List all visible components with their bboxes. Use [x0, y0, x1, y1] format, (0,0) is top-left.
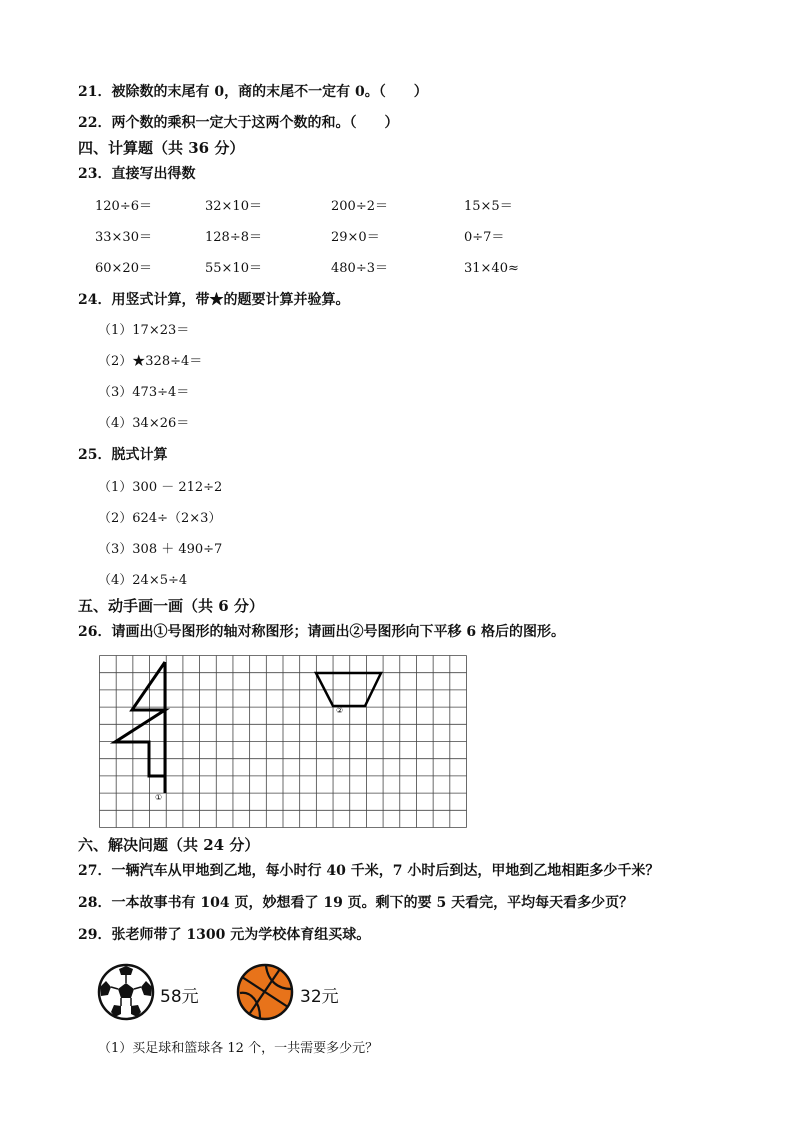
q23-item: 60×20＝	[95, 261, 152, 276]
question-24: 24．用竖式计算，带★的题要计算并验算。	[78, 292, 350, 308]
q23-item: 480÷3＝	[331, 261, 388, 276]
q23-item: 0÷7＝	[464, 230, 505, 245]
q23-item: 120÷6＝	[95, 199, 152, 214]
basketball-price: 32元	[300, 987, 339, 1007]
question-28: 28．一本故事书有 104 页，妙想看了 19 页。剩下的要 5 天看完，平均每天看多少页？	[78, 895, 634, 911]
q23-item: 33×30＝	[95, 230, 152, 245]
q23-item: 200÷2＝	[331, 199, 388, 214]
q23-item: 15×5＝	[464, 199, 513, 214]
section-5-heading: 五、动手画一画（共 6 分）	[78, 597, 264, 615]
q24-item: （2）★328÷4＝	[98, 354, 203, 369]
question-29: 29．张老师带了 1300 元为学校体育组买球。	[78, 927, 371, 943]
question-25: 25．脱式计算	[78, 447, 168, 463]
q25-item: （2）624÷（2×3）	[98, 511, 222, 526]
q24-item: （4）34×26＝	[98, 416, 190, 431]
question-27: 27．一辆汽车从甲地到乙地，每小时行 40 千米，7 小时后到达，甲地到乙地相距多少千米？	[78, 863, 660, 879]
q24-item: （3）473÷4＝	[98, 385, 190, 400]
question-23: 23．直接写出得数	[78, 166, 196, 182]
q23-item: 29×0＝	[331, 230, 380, 245]
basketball-icon	[236, 963, 294, 1025]
q23-item: 32×10＝	[205, 199, 262, 214]
figure-1-label: ①	[155, 793, 163, 802]
q23-item: 31×40≈	[464, 261, 519, 276]
q23-item: 55×10＝	[205, 261, 262, 276]
question-26: 26．请画出①号图形的轴对称图形；请画出②号图形向下平移 6 格后的图形。	[78, 624, 565, 640]
section-6-heading: 六、解决问题（共 24 分）	[78, 836, 260, 854]
figure-2-label: ②	[336, 706, 344, 715]
question-29-sub-1: （1）买足球和篮球各 12 个，一共需要多少元？	[98, 1041, 379, 1056]
q25-item: （4）24×5÷4	[98, 573, 188, 588]
q25-item: （3）308 ＋ 490÷7	[98, 542, 223, 557]
question-22: 22．两个数的乘积一定大于这两个数的和。（ ）	[78, 115, 399, 131]
q23-item: 128÷8＝	[205, 230, 262, 245]
section-4-heading: 四、计算题（共 36 分）	[78, 139, 245, 157]
grid-svg	[99, 655, 467, 828]
q25-item: （1）300 － 212÷2	[98, 480, 223, 495]
football-icon	[97, 963, 155, 1025]
q24-item: （1）17×23＝	[98, 323, 190, 338]
drawing-grid	[99, 655, 467, 828]
football-price: 58元	[160, 987, 199, 1007]
question-21: 21．被除数的末尾有 0，商的末尾不一定有 0。（ ）	[78, 84, 428, 100]
